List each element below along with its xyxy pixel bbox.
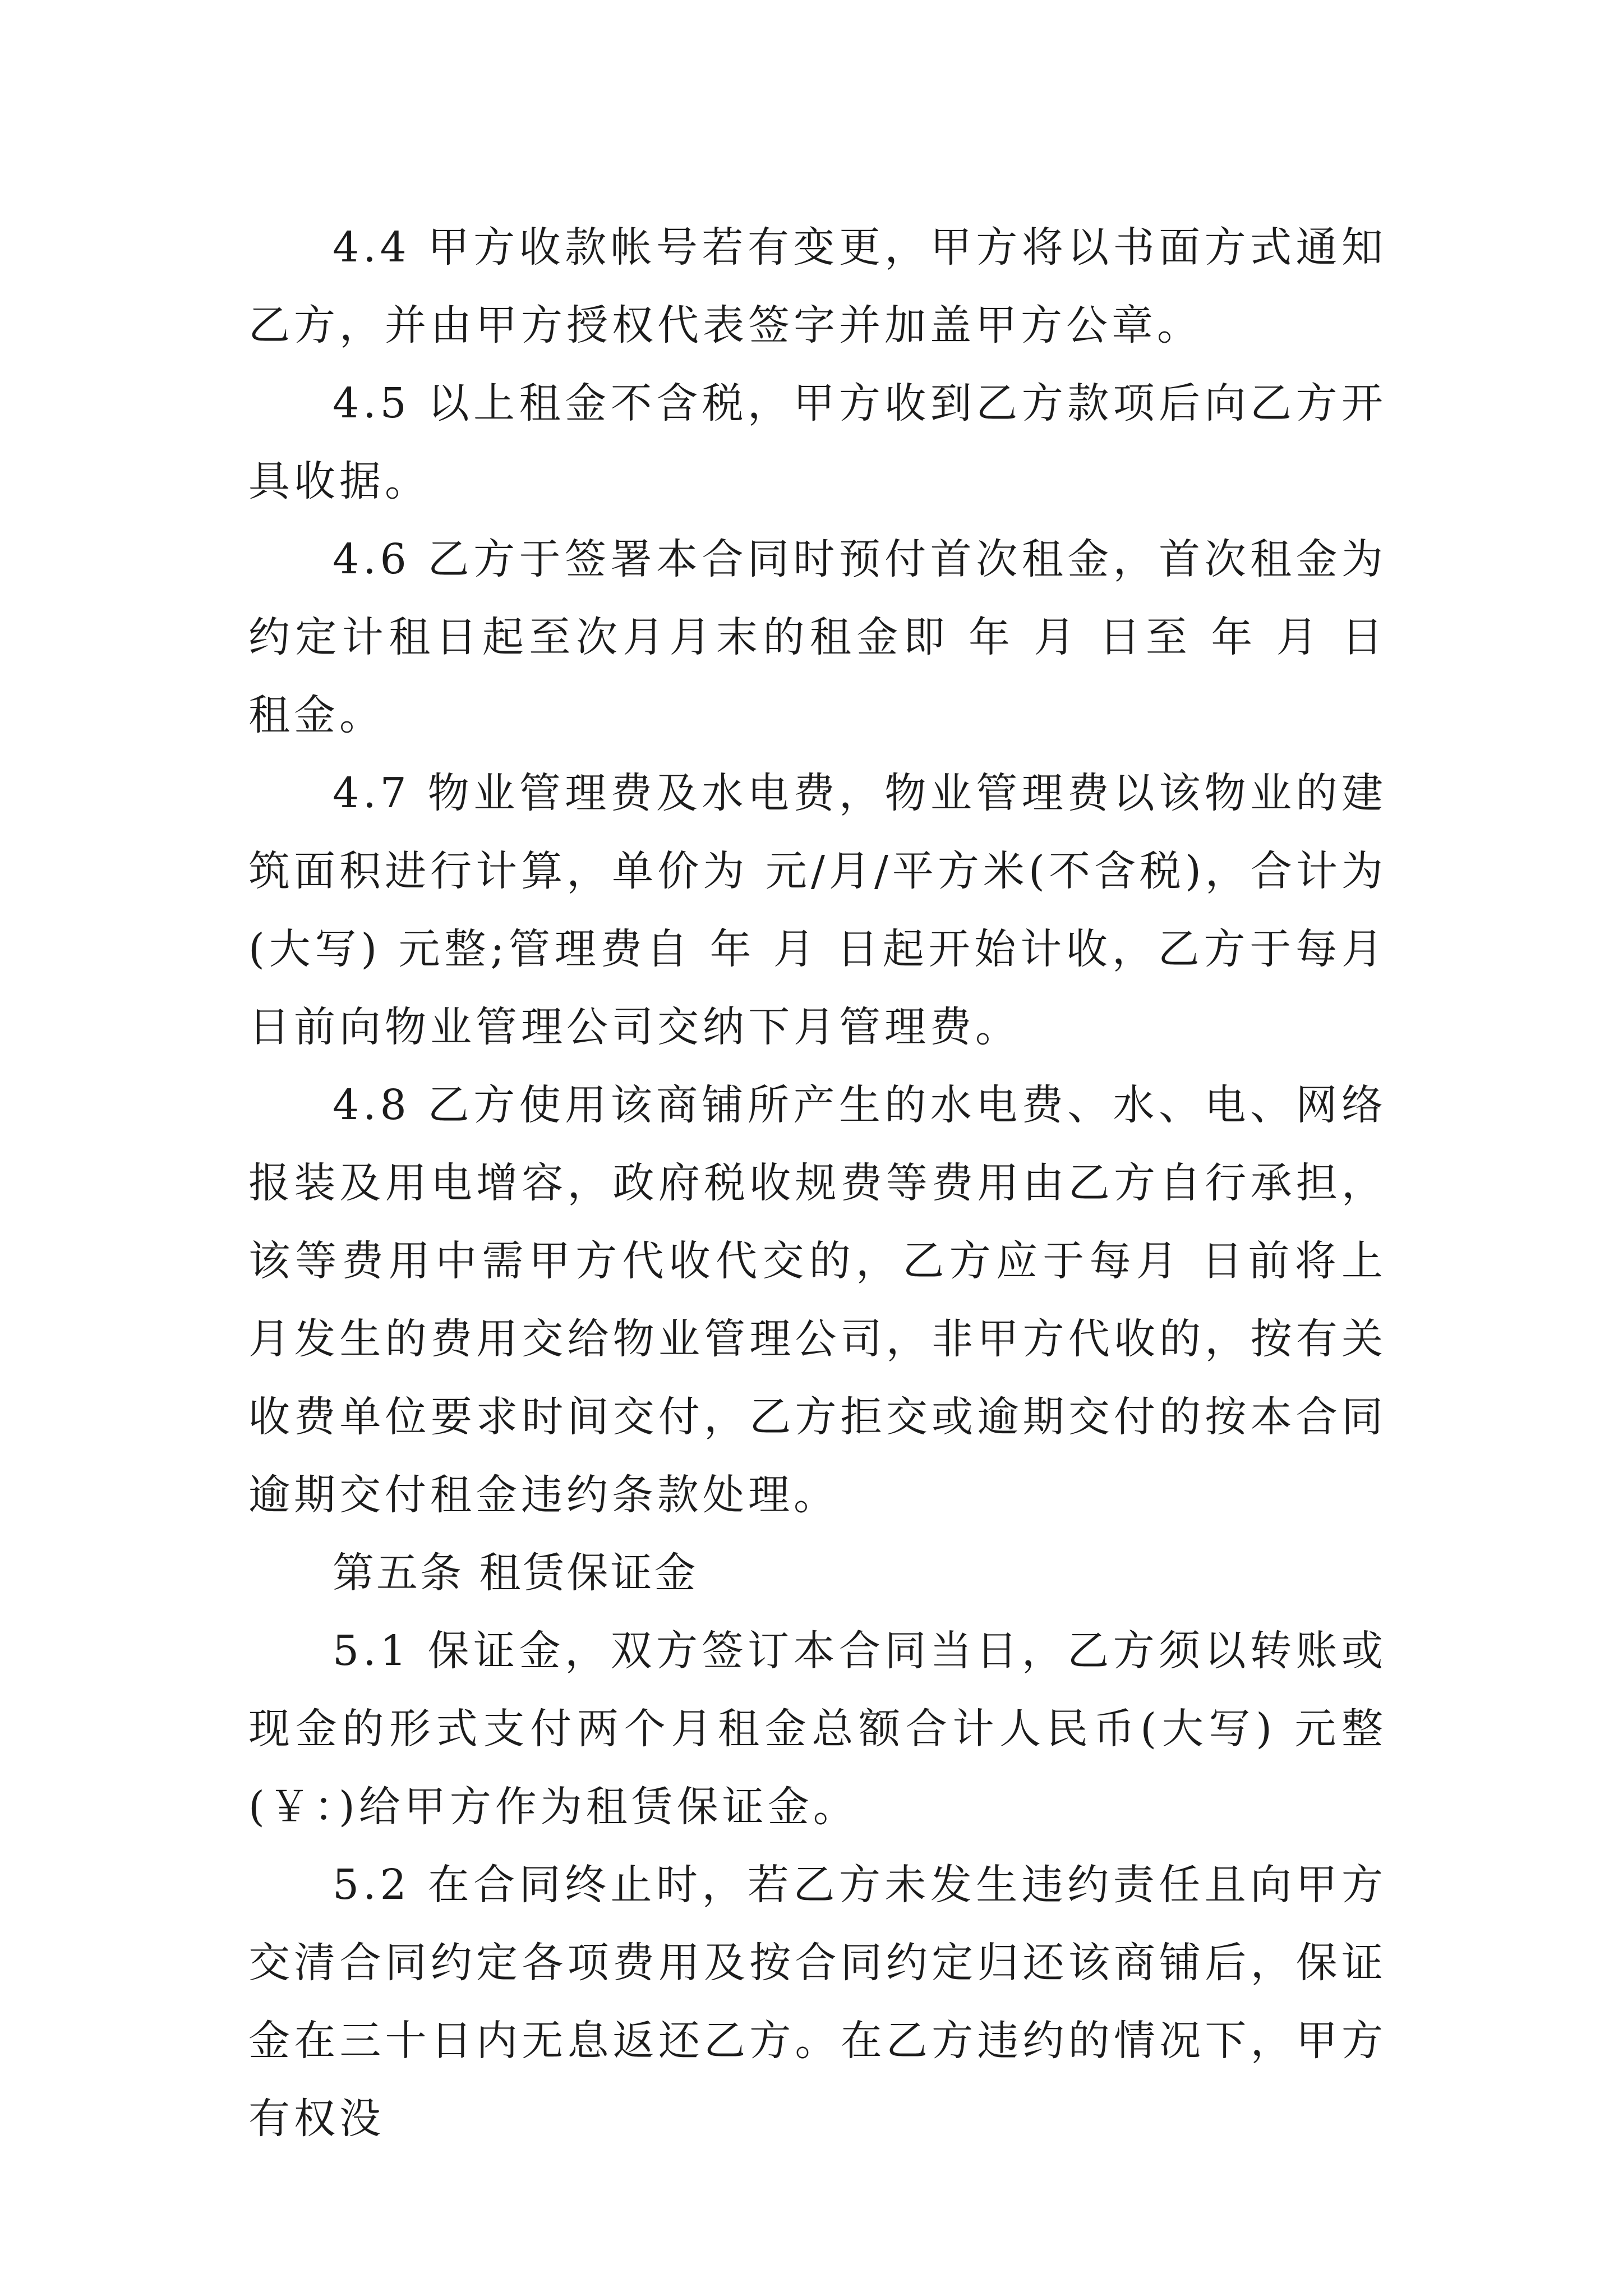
clause-4-5: 4.5 以上租金不含税，甲方收到乙方款项后向乙方开具收据。 (248, 379, 1387, 505)
clause-4-4: 4.4 甲方收款帐号若有变更，甲方将以书面方式通知乙方，并由甲方授权代表签字并加盖甲方公章。 (248, 223, 1387, 349)
document-body (248, 209, 1387, 2158)
clause-5-1: 5.1 保证金，双方签订本合同当日，乙方须以转账或现金的形式支付两个月租金总额合计人民币(大写) 元整(￥：)给甲方作为租赁保证金。 (248, 1627, 1387, 1831)
clause-4-7: 4.7 物业管理费及水电费，物业管理费以该物业的建筑面积进行计算，单价为 元/月/平方米(不含税)，合计为(大写) 元整;管理费自 年 月 日起开始计收，乙方于每月 日前向物业管理公司交纳下月管理费。 (248, 769, 1387, 1051)
article-5-heading: 第五条 租赁保证金 (333, 1549, 698, 1597)
clause-4-8: 4.8 乙方使用该商铺所产生的水电费、水、电、网络报装及用电增容，政府税收规费等费用由乙方自行承担，该等费用中需甲方代收代交的，乙方应于每月 日前将上月发生的费用交给物业管理公司，非甲方代收的，按有关收费单位要求时间交付，乙方拒交或逾期交付的按本合同逾期交付租金违约条款处理。 (248, 1081, 1387, 1519)
clause-5-2: 5.2 在合同终止时，若乙方未发生违约责任且向甲方交清合同约定各项费用及按合同约定归还该商铺后，保证金在三十日内无息返还乙方。在乙方违约的情况下，甲方有权没 (248, 1861, 1387, 2143)
clause-4-6: 4.6 乙方于签署本合同时预付首次租金，首次租金为约定计租日起至次月月末的租金即 年 月 日至 年 月 日租金。 (248, 535, 1387, 739)
